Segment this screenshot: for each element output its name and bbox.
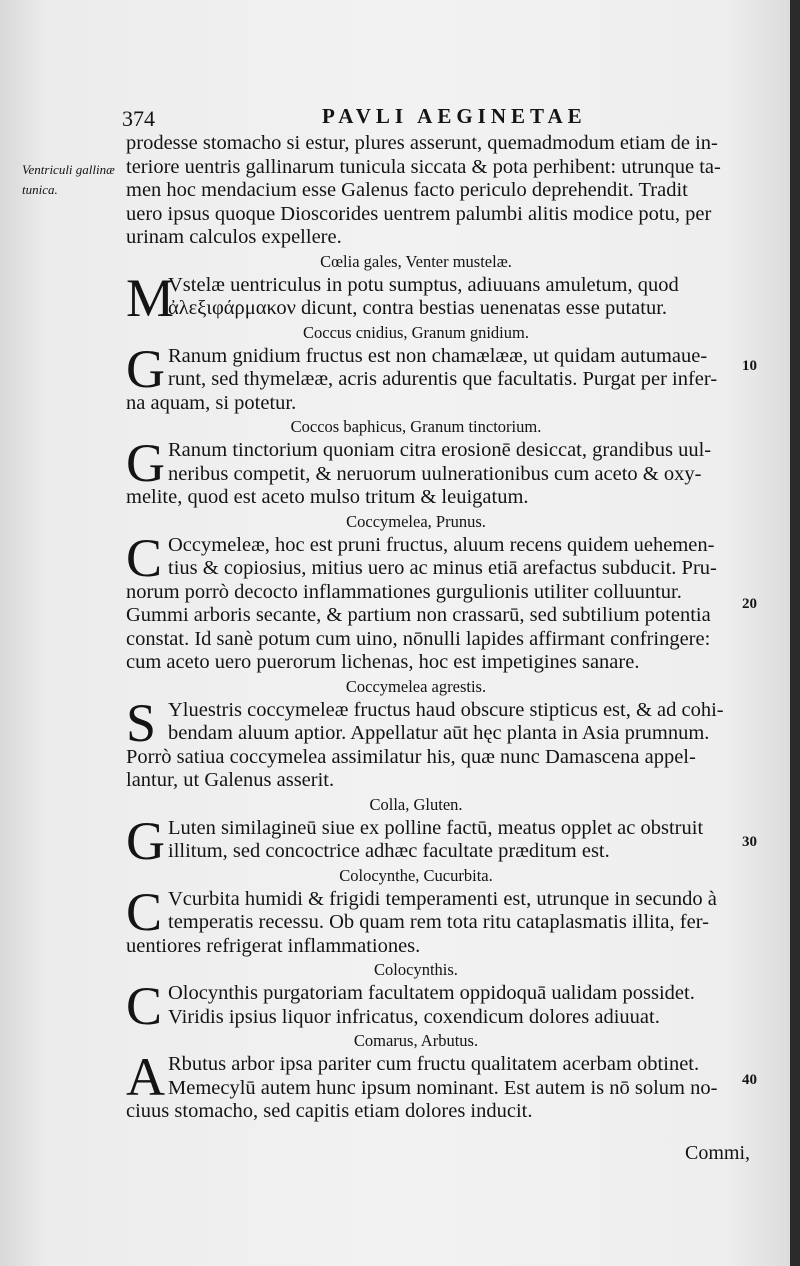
section-paragraph (126, 881, 736, 959)
text-line: men hoc mendacium esse Galenus facto periculo deprehendit. Tradit (126, 179, 688, 201)
text-line: Vstelæ uentriculus in potu sumptus, adiuuans amuletum, quod (168, 273, 679, 296)
section-heading: Colocynthis. (374, 960, 458, 979)
margin-note: Ventriculi gallinæ tunica. (22, 162, 115, 197)
text-line: Gummi arboris secante, & partium non crassarū, sed subtilium potentia (126, 604, 711, 626)
drop-initial: S (126, 692, 157, 753)
section-paragraph (126, 433, 736, 510)
section-paragraph (126, 976, 736, 1036)
text-line: ciuus stomacho, sed capitis etiam dolores inducit. (126, 1100, 533, 1122)
text-line: Vcurbita humidi & frigidi temperamenti est, utrunque in secundo à (168, 887, 717, 910)
drop-initial: C (126, 881, 163, 942)
text-line: prodesse stomacho si estur, plures asserunt, quemadmodum etiam de in- (126, 132, 718, 154)
text-line: cum aceto uero puerorum lichenas, hoc est impetigines sanare. (126, 651, 640, 673)
text-line: illitum, sed concoctrice adhæc facultate præditum est. (168, 840, 610, 862)
text-line: Viridis ipsius liquor infricatus, coxendicum dolores adiuuat. (168, 1005, 660, 1028)
page-edge-shadow (790, 0, 800, 1266)
text-line: runt, sed thymelææ, acris adurentis que facultatis. Purgat per infer- (168, 368, 718, 390)
running-head: PAVLI AEGINETAE (322, 104, 587, 128)
section-paragraph (126, 267, 736, 328)
text-line: Occymeleæ, hoc est pruni fructus, aluum recens quidem uehemen- (168, 533, 715, 556)
section-heading: Coccymelea, Prunus. (346, 511, 486, 531)
section-heading: Coccymelea agrestis. (345, 676, 487, 696)
section-paragraph (126, 1047, 736, 1124)
text-line: Memecylū autem hunc ipsum nominant. Est autem is nō solum no- (168, 1076, 718, 1099)
text-line: uero ipsus quoque Dioscorides uentrem palumbi alitis modice potu, per (126, 202, 712, 225)
section-heading: Comarus, Arbutus. (353, 1031, 479, 1050)
drop-initial: M (126, 267, 175, 328)
text-line: teriore uentris gallinarum tunicula siccata & pota perhibent: utrunque ta- (126, 155, 721, 178)
text-line: Ranum tinctorium quoniam citra erosionē desiccat, grandibus uul- (168, 439, 712, 461)
text-line: neribus competit, & neruorum uulnerationibus cum aceto & oxy- (168, 462, 702, 485)
text-line: Porrò satiua coccymelea assimilatur his, quæ nunc Damascena appel- (126, 745, 696, 768)
section-heading: Cœlia gales, Venter mustelæ. (320, 251, 512, 271)
text-line: ἀλεξιφάρμακον dicunt, contra bestias uenenatas esse putatur. (168, 297, 668, 319)
section-paragraph (126, 527, 736, 675)
text-line: temperatis recessu. Ob quam rem tota ritu cataplasmatis illita, fer- (168, 911, 709, 933)
drop-initial: C (126, 976, 163, 1036)
page-header (122, 104, 762, 134)
text-line: melite, quod est aceto mulso tritum & leuigatum. (126, 486, 529, 508)
text-line: Ranum gnidium fructus est non chamælææ, ut quidam autumaue- (168, 344, 708, 367)
page-number: 374 (122, 106, 155, 131)
section-paragraph (126, 692, 736, 793)
text-line: na aquam, si potetur. (126, 391, 297, 414)
text-line: Olocynthis purgatoriam facultatem oppidoquā ualidam possidet. (168, 982, 695, 1004)
drop-initial: G (126, 338, 165, 399)
text-line: bendam aluum aptior. Appellatur aūt hęc planta in Asia prumnum. (168, 722, 710, 744)
section-heading: Colla, Gluten. (369, 794, 463, 814)
drop-initial: A (126, 1047, 165, 1107)
section-heading: Colocynthe, Cucurbita. (339, 865, 493, 885)
line-number-20: 20 (742, 596, 757, 612)
text-line: lantur, ut Galenus asserit. (126, 769, 335, 791)
drop-initial: G (126, 810, 165, 871)
drop-initial: G (126, 433, 165, 493)
text-line: tius & copiosius, mitius uero ac minus etiā arefactus subducit. Pru- (168, 557, 717, 579)
main-text (126, 132, 736, 1124)
line-number-30: 30 (742, 834, 757, 850)
drop-initial: C (126, 527, 163, 588)
section-heading: Coccos baphicus, Granum tinctorium. (290, 417, 542, 436)
section-paragraph (126, 810, 736, 871)
text-line: Luten similagineū siue ex polline factū, meatus opplet ac obstruit (168, 816, 704, 839)
line-number-40: 40 (742, 1072, 757, 1088)
text-line: Yluestris coccymeleæ fructus haud obscure stipticus est, & ad cohi- (168, 698, 724, 721)
text-line: Rbutus arbor ipsa pariter cum fructu qualitatem acerbam obtinet. (168, 1053, 700, 1075)
text-line: norum porrò decocto inflammationes gurgulionis utiliter colluuntur. (126, 580, 682, 603)
section-paragraph (126, 338, 736, 416)
catchword: Commi, (684, 1142, 750, 1164)
text-line: urinam calculos expellere. (126, 226, 342, 248)
text-line: uentiores refrigerat inflammationes. (126, 934, 421, 957)
section-heading: Coccus cnidius, Granum gnidium. (303, 322, 529, 342)
text-line: constat. Id sanè potum cum uino, nōnulli lapides affirmant confringere: (126, 627, 711, 650)
line-number-10: 10 (742, 358, 757, 374)
